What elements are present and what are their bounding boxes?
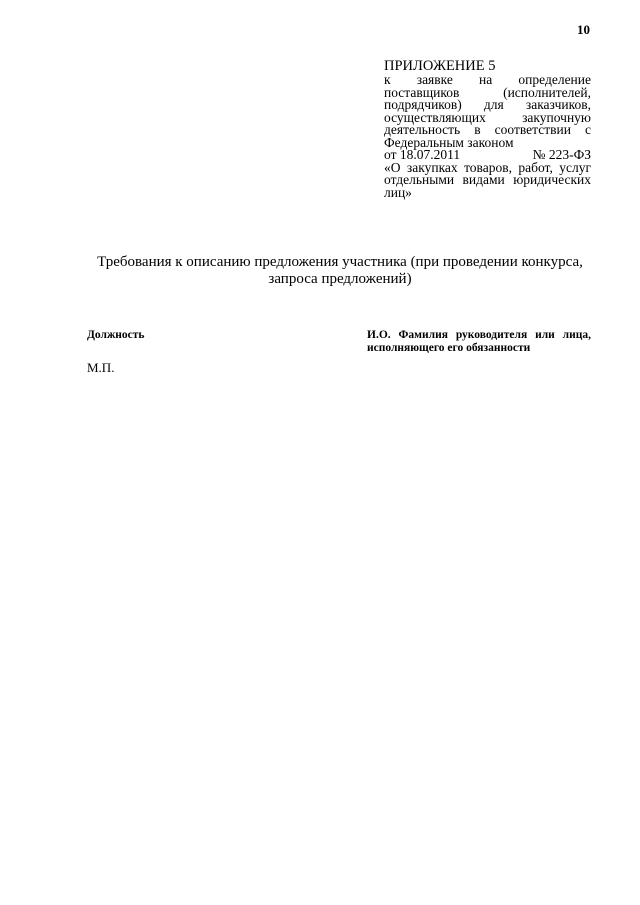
appendix-body: к заявке на определение поставщиков (исполнителей, подрядчиков) для заказчиков, осуществляющих закупочную деятельность в соответствии с Федеральным законом	[384, 72, 591, 150]
document-heading: Требования к описанию предложения участника (при проведении конкурса, запроса предложений)	[97, 254, 583, 287]
stamp-label: М.П.	[87, 360, 115, 375]
appendix-block	[384, 58, 591, 199]
appendix-title: ПРИЛОЖЕНИЕ 5	[384, 58, 496, 74]
law-title: «О закупках товаров, работ, услуг отдельными видами юридических лиц»	[384, 159, 591, 200]
law-date: от 18.07.2011	[384, 147, 461, 162]
position-label: Должность	[87, 329, 145, 341]
law-number: № 223-ФЗ	[532, 147, 591, 162]
page-number: 10	[577, 22, 590, 37]
signatory-name-label: И.О. Фамилия руководителя или лица, исполняющего его обязанности	[367, 329, 591, 354]
